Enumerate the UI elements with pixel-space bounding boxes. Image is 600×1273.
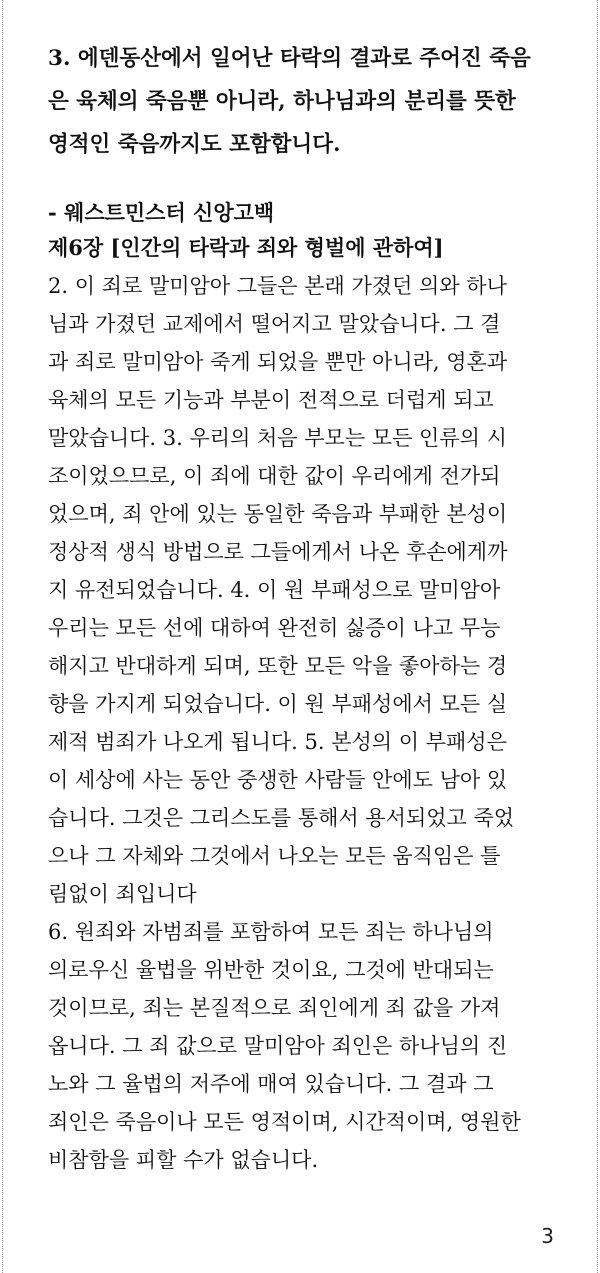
body-line: 6. 원죄와 자범죄를 포함하여 모든 죄는 하나님의 (48, 920, 494, 944)
body-line: 노와 그 율법의 저주에 매여 있습니다. 그 결과 그 (48, 1072, 494, 1096)
body-line: 2. 이 죄로 말미암아 그들은 본래 가졌던 의와 하나 (48, 274, 507, 298)
body-line: 습니다. 그것은 그리스도를 통해서 용서되었고 죽었 (48, 806, 515, 830)
body-line: 육체의 모든 기능과 부분이 전적으로 더럽게 되고 (48, 388, 494, 412)
body-line: 림없이 죄입니다 (48, 882, 197, 906)
body-line: 해지고 반대하게 되며, 또한 모든 악을 좋아하는 경 (48, 654, 508, 678)
intro-line: 은 육체의 죽음뿐 아니라, 하나님과의 분리를 뜻한 (48, 89, 516, 114)
body-line: 것이므로, 죄는 본질적으로 죄인에게 죄 값을 가져 (48, 996, 501, 1020)
body-line: 정상적 생식 방법으로 그들에게서 나온 후손에게까 (48, 540, 508, 564)
body-line: 죄인은 죽음이나 모든 영적이며, 시간적이며, 영원한 (48, 1110, 521, 1134)
body-line: 우리는 모든 선에 대하여 완전히 싫증이 나고 무능 (48, 616, 501, 640)
body-line: 님과 가졌던 교제에서 떨어지고 말았습니다. 그 결 (48, 312, 501, 336)
right-page-border (597, 0, 598, 1273)
body-line: 과 죄로 말미암아 죽게 되었을 뿐만 아니라, 영혼과 (48, 350, 508, 374)
body-line: 말았습니다. 3. 우리의 처음 부모는 모든 인류의 시 (48, 426, 507, 450)
body-line: 비참함을 피할 수가 없습니다. (48, 1148, 319, 1172)
body-line: 의로우신 율법을 위반한 것이요, 그것에 반대되는 (48, 958, 494, 982)
body-line: 조이었으므로, 이 죄에 대한 값이 우리에게 전가되 (48, 464, 501, 488)
body-line: 옵니다. 그 죄 값으로 말미암아 죄인은 하나님의 진 (48, 1034, 508, 1058)
intro-line: 3. 에덴동산에서 일어난 타락의 결과로 주어진 죽음 (48, 46, 531, 71)
intro-line: 영적인 죽음까지도 포함합니다. (48, 132, 341, 157)
page-number: 3 (541, 1224, 554, 1248)
body-line: 으나 그 자체와 그것에서 나오는 모든 움직임은 틀 (48, 844, 501, 868)
body-line: 지 유전되었습니다. 4. 이 원 부패성으로 말미암아 (48, 578, 501, 602)
chapter-title: 제6장 [인간의 타락과 죄와 형벌에 관하여] (48, 235, 444, 260)
body-line: 었으며, 죄 안에 있는 동일한 죽음과 부패한 본성이 (48, 502, 508, 526)
left-page-border (2, 0, 3, 1273)
source-title: - 웨스트민스터 신앙고백 (48, 200, 275, 225)
body-line: 제적 범죄가 나오게 됩니다. 5. 본성의 이 부패성은 (48, 730, 507, 754)
body-line: 이 세상에 사는 동안 중생한 사람들 안에도 남아 있 (48, 768, 508, 792)
body-line: 향을 가지게 되었습니다. 이 원 부패성에서 모든 실 (48, 692, 508, 716)
